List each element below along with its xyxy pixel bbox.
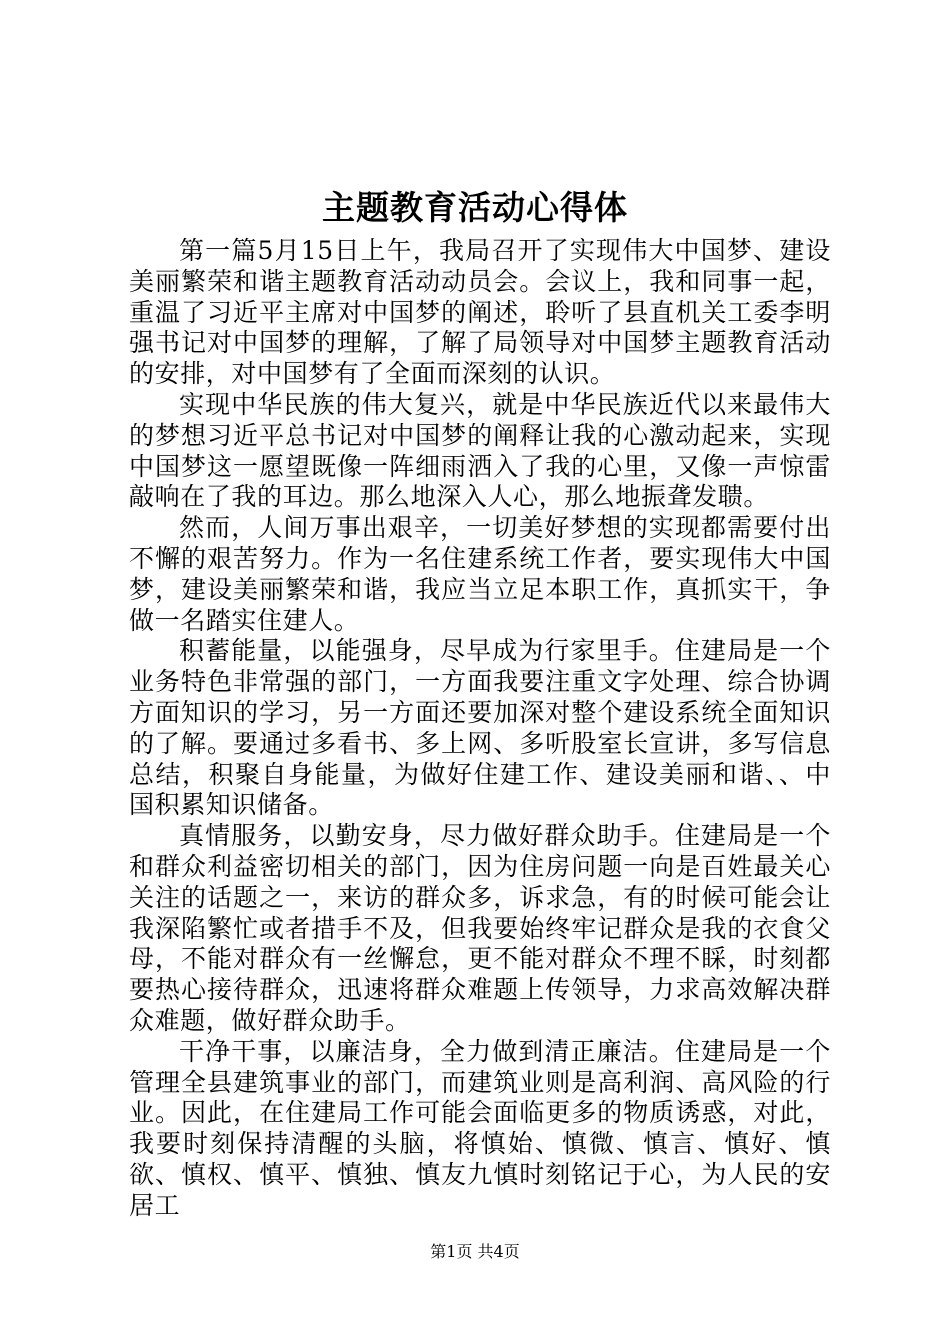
document-title: 主题教育活动心得体 [322, 188, 628, 227]
paragraph-3: 然而，人间万事出艰辛，一切美好梦想的实现都需要付出不懈的艰苦努力。作为一名住建系统工作者，要实现伟大中国梦，建设美丽繁荣和谐，我应当立足本职工作，真抓实干，争做一名踏实住建人。 [129, 513, 831, 635]
paragraph-4: 积蓄能量，以能强身，尽早成为行家里手。住建局是一个业务特色非常强的部门，一方面我要注重文字处理、综合协调方面知识的学习，另一方面还要加深对整个建设系统全面知识的了解。要通过多看书、多上网、多听股室长宣讲，多写信息总结，积聚自身能量，为做好住建工作、建设美丽和谐、、中国积累知识储备。 [129, 636, 831, 820]
page-footer: 第1页 共4页 [430, 1242, 520, 1261]
paragraph-5: 真情服务，以勤安身，尽力做好群众助手。住建局是一个和群众利益密切相关的部门，因为住房问题一向是百姓最关心关注的话题之一，来访的群众多，诉求急，有的时候可能会让我深陷繁忙或者措手不及，但我要始终牢记群众是我的衣食父母，不能对群众有一丝懈怠，更不能对群众不理不睬，时刻都要热心接待群众，迅速将群众难题上传领导，力求高效解决群众难题，做好群众助手。 [129, 821, 831, 1035]
paragraph-6: 干净干事，以廉洁身，全力做到清正廉洁。住建局是一个管理全县建筑事业的部门，而建筑业则是高利润、高风险的行业。因此，在住建局工作可能会面临更多的物质诱惑，对此，我要时刻保持清醒的头脑，将慎始、慎微、慎言、慎好、慎欲、慎权、慎平、慎独、慎友九慎时刻铭记于心，为人民的安居工 [129, 1036, 831, 1220]
document-body [129, 236, 831, 1222]
paragraph-1: 第一篇5月15日上午，我局召开了实现伟大中国梦、建设美丽繁荣和谐主题教育活动动员会。会议上，我和同事一起，重温了习近平主席对中国梦的阐述，聆听了县直机关工委李明强书记对中国梦的理解，了解了局领导对中国梦主题教育活动的安排，对中国梦有了全面而深刻的认识。 [129, 236, 831, 389]
paragraph-2: 实现中华民族的伟大复兴，就是中华民族近代以来最伟大的梦想习近平总书记对中国梦的阐释让我的心激动起来，实现中国梦这一愿望既像一阵细雨洒入了我的心里，又像一声惊雷敲响在了我的耳边。那么地深入人心，那么地振聋发聩。 [129, 389, 831, 512]
